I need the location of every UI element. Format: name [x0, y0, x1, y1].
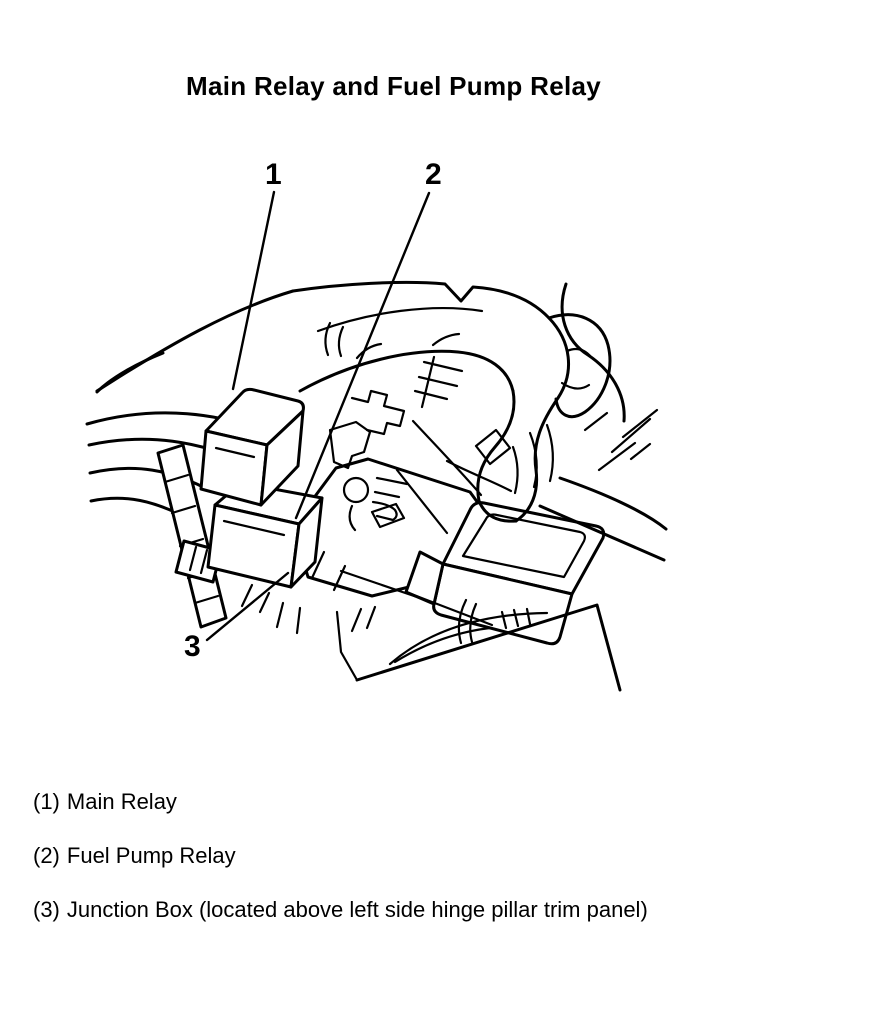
figure-title: Main Relay and Fuel Pump Relay: [186, 71, 601, 101]
legend-item-1-text: Main Relay: [66, 789, 177, 814]
legend-item-3: [33, 896, 648, 924]
leader-line-1: [233, 192, 274, 389]
legend-item-3-number: (3): [33, 897, 60, 922]
callout-label-1: 1: [265, 158, 282, 191]
legend-item-2-text: Fuel Pump Relay: [66, 843, 236, 868]
legend: [33, 788, 648, 950]
legend-item-1: [33, 788, 648, 816]
callout-label-2: 2: [425, 158, 442, 191]
callout-label-3: 3: [184, 630, 201, 663]
legend-item-1-number: (1): [33, 789, 60, 814]
legend-item-3-text: Junction Box (located above left side hinge pillar trim panel): [66, 897, 648, 922]
legend-item-2-number: (2): [33, 843, 60, 868]
relay-block-art: [158, 389, 322, 627]
legend-item-2: [33, 842, 648, 870]
